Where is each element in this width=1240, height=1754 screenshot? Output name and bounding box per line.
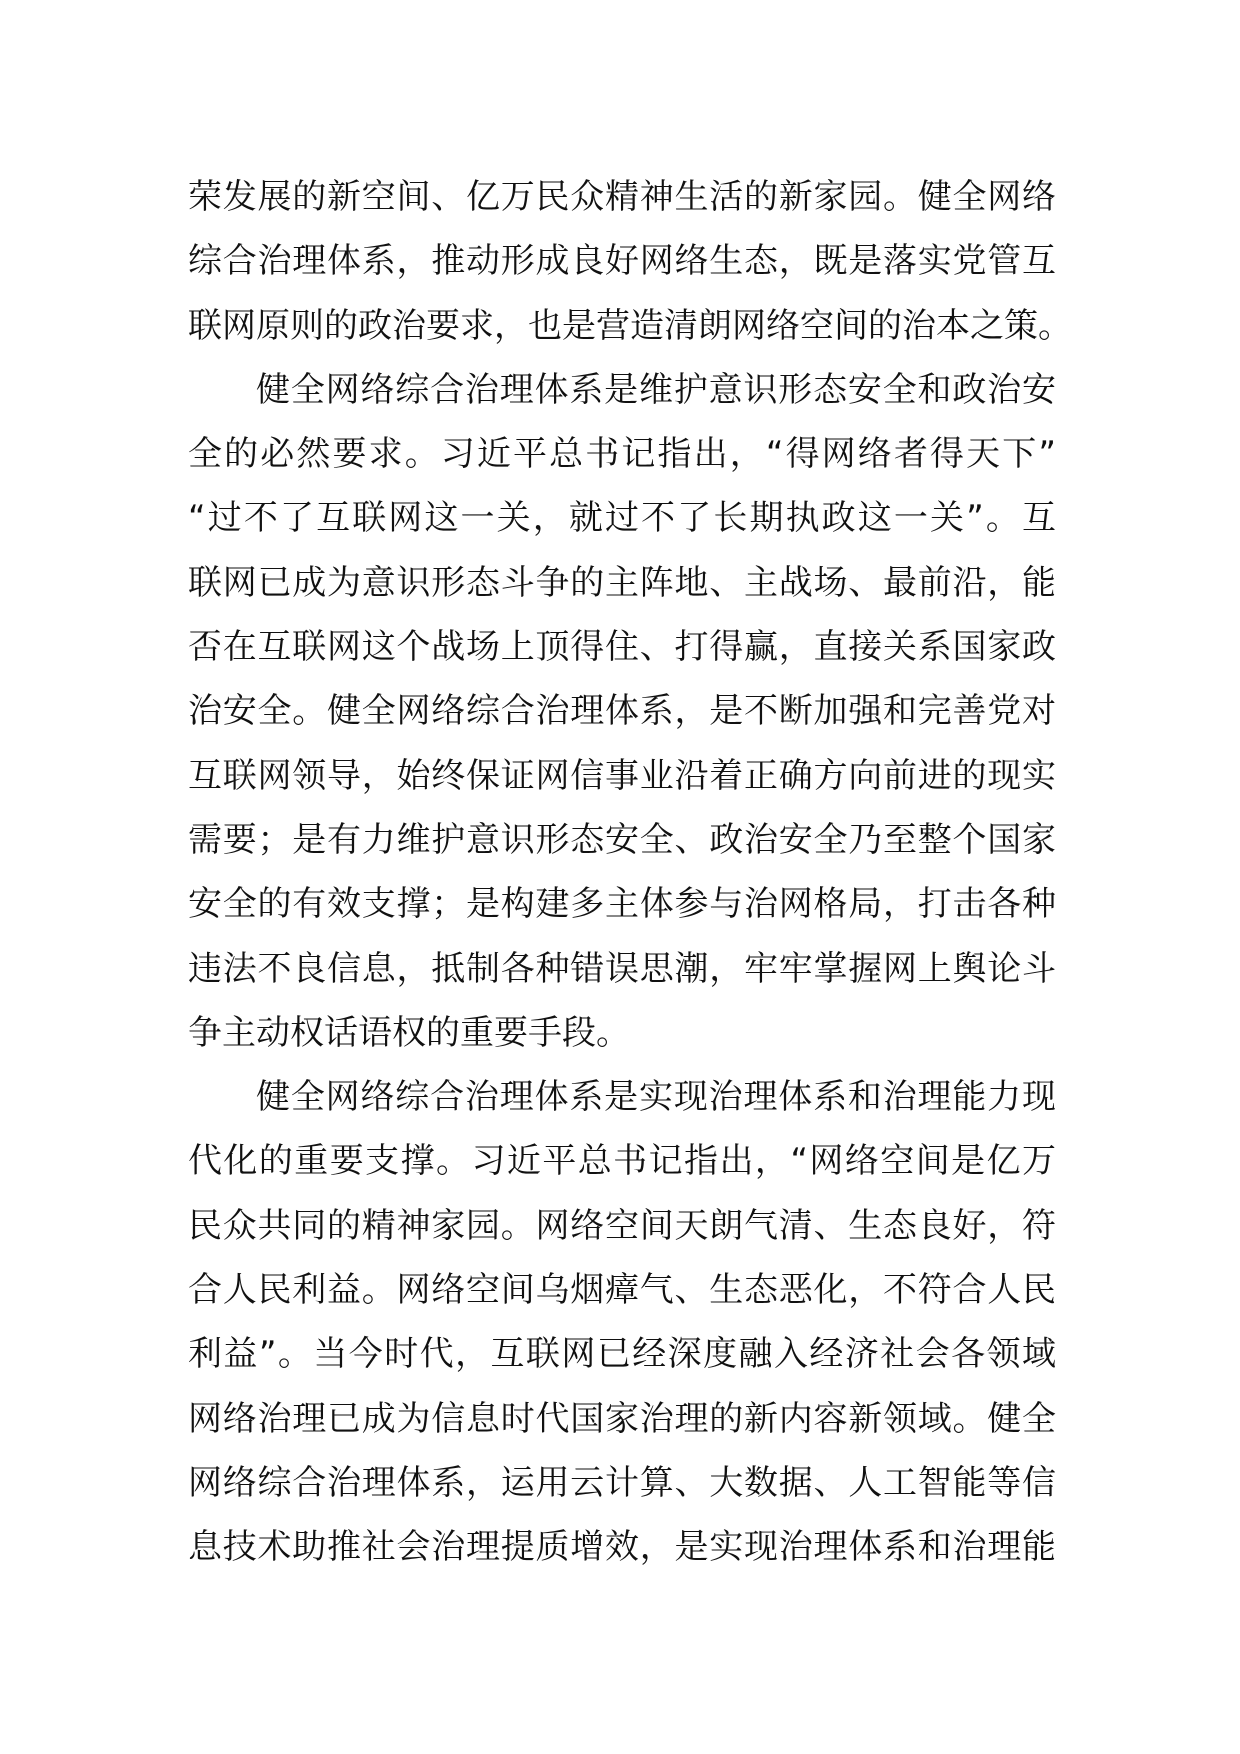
text-line: 荣发展的新空间、亿万民众精神生活的新家园。健全网络: [188, 177, 1056, 217]
text-line: 全的必然要求。习近平总书记指出，“得网络者得天下”: [188, 434, 1056, 475]
text-line: 民众共同的精神家园。网络空间天朗气清、生态良好，符: [188, 1205, 1056, 1246]
body-text: [188, 165, 1072, 1580]
text-line: 安全的有效支撑；是构建多主体参与治网格局，打击各种: [188, 884, 1056, 925]
text-line: 网络治理已成为信息时代国家治理的新内容新领域。健全: [188, 1398, 1056, 1439]
paragraph-last-line: 争主动权话语权的重要手段。: [188, 1012, 630, 1053]
text-line: 代化的重要支撑。习近平总书记指出，“网络空间是亿万: [188, 1141, 1056, 1182]
text-line: 需要；是有力维护意识形态安全、政治安全乃至整个国家: [188, 819, 1056, 860]
text-line: 违法不良信息，抵制各种错误思潮，牢牢掌握网上舆论斗: [188, 948, 1056, 989]
text-line: 合人民利益。网络空间乌烟瘴气、生态恶化，不符合人民: [188, 1270, 1056, 1311]
text-line: 否在互联网这个战场上顶得住、打得赢，直接关系国家政: [188, 627, 1056, 668]
text-line: “过不了互联网这一关，就过不了长期执政这一关”。互: [188, 498, 1056, 539]
text-line: 治安全。健全网络综合治理体系，是不断加强和完善党对: [188, 691, 1056, 732]
text-line: 联网原则的政治要求，也是营造清朗网络空间的治本之策。: [188, 305, 1072, 346]
text-line: 利益”。当今时代，互联网已经深度融入经济社会各领域: [188, 1334, 1056, 1375]
text-line: 网络综合治理体系，运用云计算、大数据、人工智能等信: [188, 1462, 1056, 1503]
text-line: 综合治理体系，推动形成良好网络生态，既是落实党管互: [188, 241, 1056, 282]
paragraph-first-line: 健全网络综合治理体系是维护意识形态安全和政治安: [256, 369, 1056, 410]
text-line: 息技术助推社会治理提质增效，是实现治理体系和治理能: [188, 1527, 1056, 1568]
text-line: 互联网领导，始终保证网信事业沿着正确方向前进的现实: [188, 755, 1056, 796]
paragraph-first-line: 健全网络综合治理体系是实现治理体系和治理能力现: [256, 1077, 1056, 1118]
text-line: 联网已成为意识形态斗争的主阵地、主战场、最前沿，能: [188, 562, 1056, 603]
